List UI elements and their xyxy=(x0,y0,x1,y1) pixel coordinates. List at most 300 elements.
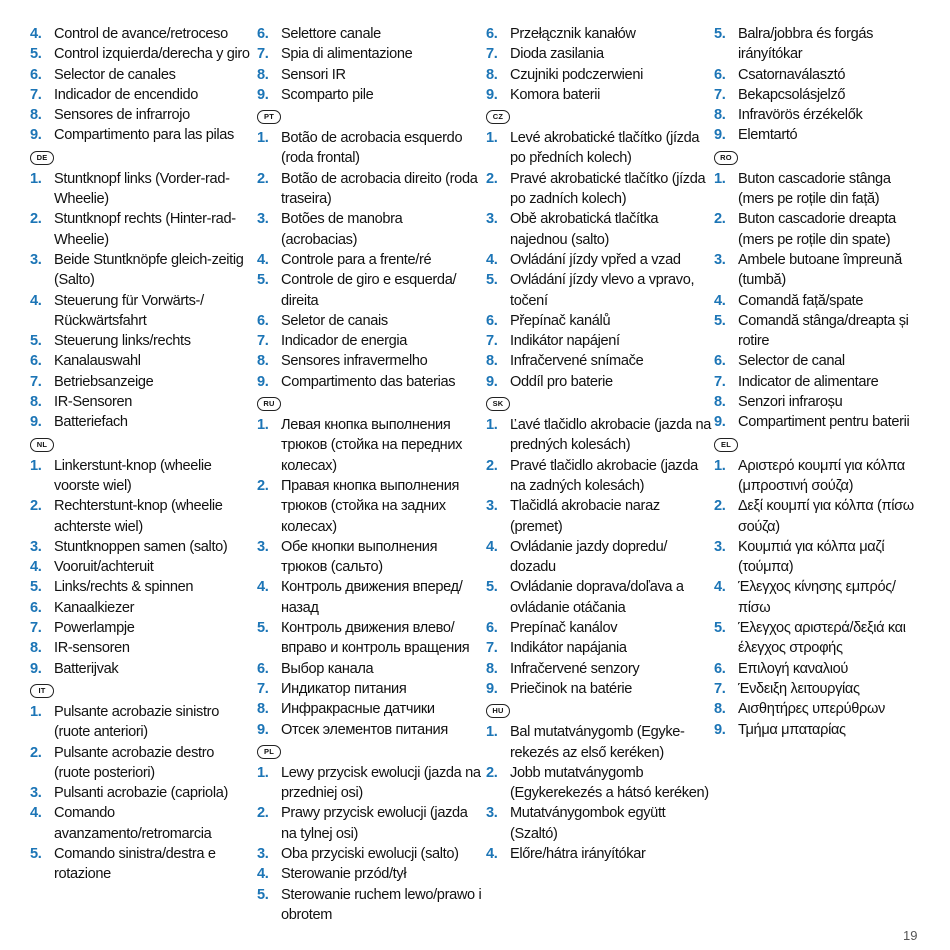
item-text: Stuntknopf links (Vorder-rad-Wheelie) xyxy=(54,170,230,208)
item-number: 4. xyxy=(714,292,726,309)
item-number: 4. xyxy=(30,292,42,309)
item-text: Инфракрасные датчики xyxy=(281,701,435,718)
item-number: 9. xyxy=(257,373,269,390)
item-number: 6. xyxy=(714,353,726,370)
item-text: Indicador de encendido xyxy=(54,86,199,103)
list-item xyxy=(486,537,711,578)
column-2 xyxy=(257,24,482,925)
list-item xyxy=(30,456,250,497)
item-text: Sterowanie przód/tył xyxy=(281,866,407,883)
list-item xyxy=(257,128,482,169)
item-number: 9. xyxy=(714,414,726,431)
list-item xyxy=(30,638,250,658)
item-number: 5. xyxy=(486,272,498,289)
item-number: 2. xyxy=(714,211,726,228)
item-number: 5. xyxy=(714,620,726,637)
list-item xyxy=(30,351,250,371)
list-item xyxy=(257,24,482,44)
item-text: Compartimento das baterias xyxy=(281,373,456,390)
list-item xyxy=(714,496,929,537)
item-number: 6. xyxy=(486,620,498,637)
item-number: 4. xyxy=(257,579,269,596)
list-item xyxy=(486,65,711,85)
item-text: Prepínač kanálov xyxy=(510,620,618,637)
item-text: Infračervené senzory xyxy=(510,660,640,677)
item-number: 6. xyxy=(30,353,42,370)
item-text: Индикатор питания xyxy=(281,680,407,697)
item-text: Scomparto pile xyxy=(281,86,374,103)
list-item xyxy=(486,24,711,44)
item-number: 1. xyxy=(30,170,42,187)
list-item xyxy=(714,125,929,145)
item-text: Oba przyciski ewolucji (salto) xyxy=(281,845,459,862)
item-number: 8. xyxy=(714,107,726,124)
item-text: Pravé tlačidlo akrobacie (jazda na zadných kolesách) xyxy=(510,457,698,494)
item-text: Bal mutatványgomb (Egyke-rekezés az első keréken) xyxy=(510,724,685,761)
item-text: Lewy przycisk ewolucji (jazda na przedniej osi) xyxy=(281,764,481,802)
item-text: Δεξί κουμπί για κόλπα (πίσω σούζα) xyxy=(738,498,914,535)
list-item xyxy=(30,496,250,537)
list-item xyxy=(714,250,929,291)
list-item xyxy=(714,577,929,618)
item-number: 4. xyxy=(486,845,498,862)
item-number: 6. xyxy=(714,66,726,83)
item-number: 8. xyxy=(257,66,269,83)
item-number: 3. xyxy=(714,251,726,268)
item-text: Sensores de infrarrojo xyxy=(54,107,190,124)
list-item xyxy=(714,351,929,371)
item-number: 3. xyxy=(257,538,269,555)
item-text: Indicador de energia xyxy=(281,333,408,350)
item-number: 5. xyxy=(257,620,269,637)
item-text: Botões de manobra (acrobacias) xyxy=(281,211,403,248)
item-number: 6. xyxy=(486,26,498,42)
de-list xyxy=(30,169,250,433)
list-item xyxy=(30,659,250,679)
cz-list xyxy=(486,128,711,392)
item-text: Přepínač kanálů xyxy=(510,312,611,329)
list-item xyxy=(257,618,482,659)
item-text: Batteriefach xyxy=(54,414,128,431)
hu-list-continued xyxy=(714,24,929,146)
item-text: Przełącznik kanałów xyxy=(510,26,636,42)
item-text: Control de avance/retroceso xyxy=(54,26,228,42)
list-item xyxy=(30,618,250,638)
item-number: 1. xyxy=(486,417,498,434)
item-number: 6. xyxy=(257,26,269,42)
item-text: Bekapcsolásjelző xyxy=(738,86,846,103)
item-number: 8. xyxy=(714,701,726,718)
item-number: 2. xyxy=(714,498,726,515)
list-item xyxy=(257,864,482,884)
list-item xyxy=(714,537,929,578)
item-text: Botão de acrobacia direito (roda traseira) xyxy=(281,170,478,208)
item-number: 7. xyxy=(486,333,498,350)
list-item xyxy=(257,679,482,699)
item-text: Indikátor napájení xyxy=(510,333,620,350)
item-number: 6. xyxy=(30,599,42,616)
list-item xyxy=(714,105,929,125)
list-item xyxy=(486,85,711,105)
page-number: 19 xyxy=(903,928,918,943)
list-item xyxy=(486,618,711,638)
lang-badge-cz: CZ xyxy=(486,110,510,124)
item-text: Steuerung für Vorwärts-/ Rückwärtsfahrt xyxy=(54,292,204,329)
item-number: 5. xyxy=(30,333,42,350)
lang-badge-hu: HU xyxy=(486,704,510,718)
item-number: 3. xyxy=(30,538,42,555)
item-number: 7. xyxy=(714,86,726,103)
item-number: 4. xyxy=(30,26,42,42)
list-item xyxy=(714,65,929,85)
item-text: Prawy przycisk ewolucji (jazda na tylnej osi) xyxy=(281,805,468,842)
item-text: Tlačidlá akrobacie naraz (premet) xyxy=(510,498,660,535)
item-number: 2. xyxy=(486,170,498,187)
item-number: 7. xyxy=(486,46,498,63)
item-number: 1. xyxy=(486,130,498,147)
item-number: 3. xyxy=(257,845,269,862)
list-item xyxy=(486,638,711,658)
item-text: Левая кнопка выполнения трюков (стойка на передних колесах) xyxy=(281,417,463,474)
item-text: Compartiment pentru baterii xyxy=(738,414,910,431)
list-item xyxy=(30,577,250,597)
item-text: Kanalauswahl xyxy=(54,353,141,370)
item-number: 8. xyxy=(257,353,269,370)
list-item xyxy=(30,65,250,85)
list-item xyxy=(30,743,250,784)
item-text: Komora baterii xyxy=(510,86,601,103)
list-item xyxy=(30,392,250,412)
item-number: 2. xyxy=(30,744,42,761)
list-item xyxy=(714,412,929,432)
list-item xyxy=(486,250,711,270)
item-number: 2. xyxy=(257,170,269,187)
item-text: Buton cascadorie dreapta (mers pe roțile din spate) xyxy=(738,211,896,248)
item-number: 6. xyxy=(714,660,726,677)
item-number: 2. xyxy=(257,805,269,822)
item-number: 8. xyxy=(257,701,269,718)
item-text: Spia di alimentazione xyxy=(281,46,413,63)
list-item xyxy=(714,169,929,210)
list-item xyxy=(486,270,711,311)
item-text: Ovládanie doprava/doľava a ovládanie otáčania xyxy=(510,579,684,616)
list-item xyxy=(486,415,711,456)
list-item xyxy=(257,250,482,270)
item-text: Ľavé tlačidlo akrobacie (jazda na predných kolesách) xyxy=(510,417,712,454)
list-item xyxy=(257,763,482,804)
item-text: Senzori infraroșu xyxy=(738,394,843,411)
item-text: Compartimento para las pilas xyxy=(54,127,235,144)
item-number: 7. xyxy=(257,333,269,350)
lang-badge-it: IT xyxy=(30,684,54,698)
item-text: Dioda zasilania xyxy=(510,46,604,63)
item-number: 2. xyxy=(486,457,498,474)
list-item xyxy=(257,720,482,740)
item-text: Controle para a frente/ré xyxy=(281,251,432,268)
item-number: 4. xyxy=(30,559,42,576)
item-number: 6. xyxy=(30,66,42,83)
item-text: Stuntknoppen samen (salto) xyxy=(54,538,228,555)
list-item xyxy=(486,763,711,804)
item-text: Ovládání jízdy vpřed a vzad xyxy=(510,251,681,268)
it-list-continued xyxy=(257,24,482,105)
column-4 xyxy=(714,24,929,740)
item-text: Selector de canal xyxy=(738,353,845,370)
item-text: Sterowanie ruchem lewo/prawo i obrotem xyxy=(281,886,482,923)
list-item xyxy=(30,557,250,577)
item-number: 1. xyxy=(257,764,269,781)
list-item xyxy=(486,803,711,844)
item-number: 9. xyxy=(486,680,498,697)
list-item xyxy=(257,44,482,64)
item-number: 4. xyxy=(486,251,498,268)
list-item xyxy=(714,85,929,105)
item-number: 5. xyxy=(30,579,42,596)
ru-list xyxy=(257,415,482,740)
item-text: Selettore canale xyxy=(281,26,381,42)
item-text: Priečinok na batérie xyxy=(510,680,632,697)
list-item xyxy=(30,702,250,743)
list-item xyxy=(714,24,929,65)
item-number: 7. xyxy=(486,640,498,657)
list-item xyxy=(486,44,711,64)
list-item xyxy=(257,844,482,864)
item-text: Infračervené snímače xyxy=(510,353,644,370)
item-text: Controle de giro e esquerda/ direita xyxy=(281,272,457,309)
item-number: 9. xyxy=(30,127,42,144)
item-text: Előre/hátra irányítókar xyxy=(510,845,646,862)
item-number: 3. xyxy=(30,785,42,802)
item-text: Obě akrobatická tlačítka najednou (salto) xyxy=(510,211,659,248)
list-item xyxy=(257,372,482,392)
item-number: 9. xyxy=(486,86,498,103)
list-item xyxy=(257,476,482,537)
item-number: 2. xyxy=(257,477,269,494)
item-number: 8. xyxy=(30,107,42,124)
item-text: Ovládanie jazdy dopredu/ dozadu xyxy=(510,538,668,576)
lang-badge-ru: RU xyxy=(257,397,281,411)
list-item xyxy=(486,372,711,392)
item-number: 6. xyxy=(257,312,269,329)
item-number: 3. xyxy=(486,805,498,822)
item-number: 1. xyxy=(714,170,726,187)
item-number: 4. xyxy=(257,251,269,268)
item-number: 1. xyxy=(714,457,726,474)
list-item xyxy=(714,659,929,679)
nl-list xyxy=(30,456,250,679)
item-number: 5. xyxy=(257,272,269,289)
item-text: Comandă stânga/dreapta și rotire xyxy=(738,312,909,350)
list-item xyxy=(257,169,482,210)
item-number: 9. xyxy=(30,660,42,677)
list-item xyxy=(257,331,482,351)
item-text: Infravörös érzékelők xyxy=(738,107,863,124)
item-text: Pulsanti acrobazie (capriola) xyxy=(54,785,228,802)
item-text: Oddíl pro baterie xyxy=(510,373,613,390)
item-text: Ovládání jízdy vlevo a vpravo, točení xyxy=(510,272,695,309)
list-item xyxy=(257,577,482,618)
item-number: 7. xyxy=(714,680,726,697)
item-text: Sensores infravermelho xyxy=(281,353,428,370)
item-text: IR-Sensoren xyxy=(54,394,133,411)
list-item xyxy=(30,598,250,618)
item-text: Indikátor napájania xyxy=(510,640,627,657)
item-text: Ambele butoane împreună (tumbă) xyxy=(738,251,902,289)
list-item xyxy=(30,85,250,105)
item-number: 7. xyxy=(30,620,42,637)
pl-list xyxy=(257,763,482,925)
item-text: Pulsante acrobazie destro (ruote posteriori) xyxy=(54,744,214,781)
item-text: Jobb mutatványgomb (Egykerekezés a hátsó keréken) xyxy=(510,764,709,802)
item-text: Sensori IR xyxy=(281,66,346,83)
list-item xyxy=(257,659,482,679)
item-text: Έλεγχος αριστερά/δεξιά και έλεγχος στροφής xyxy=(738,620,906,657)
list-item xyxy=(257,351,482,371)
es-list xyxy=(30,24,250,146)
item-text: Botão de acrobacia esquerdo (roda frontal) xyxy=(281,130,463,167)
item-text: Αισθητήρες υπερύθρων xyxy=(738,701,885,718)
item-text: Отсек элементов питания xyxy=(281,721,448,738)
item-number: 4. xyxy=(486,538,498,555)
item-text: Αριστερό κουμπί για κόλπα (μπροστινή σούζα) xyxy=(738,457,905,494)
item-number: 7. xyxy=(257,46,269,63)
list-item xyxy=(30,24,250,44)
item-number: 1. xyxy=(257,130,269,147)
list-item xyxy=(486,659,711,679)
item-text: Csatornaválasztó xyxy=(738,66,846,83)
item-text: Stuntknopf rechts (Hinter-rad-Wheelie) xyxy=(54,211,236,248)
lang-badge-sk: SK xyxy=(486,397,510,411)
item-number: 6. xyxy=(257,660,269,677)
list-item xyxy=(30,783,250,803)
list-item xyxy=(486,331,711,351)
list-item xyxy=(30,291,250,332)
item-number: 8. xyxy=(714,394,726,411)
item-number: 1. xyxy=(30,457,42,474)
el-list xyxy=(714,456,929,740)
list-item xyxy=(30,105,250,125)
item-number: 9. xyxy=(486,373,498,390)
item-number: 1. xyxy=(30,703,42,720)
pt-list xyxy=(257,128,482,392)
item-text: Έλεγχος κίνησης εμπρός/ πίσω xyxy=(738,579,896,616)
list-item xyxy=(30,844,250,885)
list-item xyxy=(714,209,929,250)
lang-badge-de: DE xyxy=(30,151,54,165)
item-text: Control izquierda/derecha y giro xyxy=(54,46,250,63)
item-number: 9. xyxy=(257,721,269,738)
list-item xyxy=(486,128,711,169)
item-text: Batterijvak xyxy=(54,660,119,677)
list-item xyxy=(257,415,482,476)
item-text: Τμήμα μπαταρίας xyxy=(738,721,846,738)
item-number: 6. xyxy=(486,312,498,329)
lang-badge-nl: NL xyxy=(30,438,54,452)
lang-badge-el: EL xyxy=(714,438,738,452)
item-number: 8. xyxy=(30,394,42,411)
item-text: Comando sinistra/destra e rotazione xyxy=(54,845,216,883)
item-number: 5. xyxy=(714,312,726,329)
item-text: Comandă față/spate xyxy=(738,292,864,309)
list-item xyxy=(30,125,250,145)
list-item xyxy=(486,311,711,331)
list-item xyxy=(30,803,250,844)
list-item xyxy=(486,679,711,699)
item-number: 8. xyxy=(486,353,498,370)
item-text: Balra/jobbra és forgás irányítókar xyxy=(738,26,874,63)
list-item xyxy=(30,331,250,351)
item-number: 5. xyxy=(714,26,726,42)
list-item xyxy=(30,209,250,250)
item-number: 7. xyxy=(257,680,269,697)
list-item xyxy=(257,885,482,926)
list-item xyxy=(714,372,929,392)
item-number: 7. xyxy=(714,373,726,390)
list-item xyxy=(714,456,929,497)
item-number: 5. xyxy=(30,845,42,862)
lang-badge-pl: PL xyxy=(257,745,281,759)
list-item xyxy=(257,85,482,105)
item-text: Links/rechts & spinnen xyxy=(54,579,194,596)
list-item xyxy=(257,65,482,85)
list-item xyxy=(257,270,482,311)
item-text: IR-sensoren xyxy=(54,640,130,657)
ro-list xyxy=(714,169,929,433)
list-item xyxy=(714,291,929,311)
item-number: 2. xyxy=(30,498,42,515)
item-text: Elemtartó xyxy=(738,127,798,144)
pl-list-continued xyxy=(486,24,711,105)
item-text: Selector de canales xyxy=(54,66,176,83)
item-number: 8. xyxy=(486,660,498,677)
item-text: Mutatványgombok együtt (Szaltó) xyxy=(510,805,666,842)
item-text: Kanaalkiezer xyxy=(54,599,135,616)
item-number: 7. xyxy=(30,86,42,103)
list-item xyxy=(714,699,929,719)
item-text: Seletor de canais xyxy=(281,312,388,329)
item-text: Rechterstunt-knop (wheelie achterste wiel) xyxy=(54,498,223,535)
item-text: Buton cascadorie stânga (mers pe roțile din față) xyxy=(738,170,891,208)
item-text: Pravé akrobatické tlačítko (jízda po zadních kolech) xyxy=(510,170,706,208)
list-item xyxy=(30,44,250,64)
item-text: Comando avanzamento/retromarcia xyxy=(54,805,212,842)
item-number: 4. xyxy=(257,866,269,883)
column-1 xyxy=(30,24,250,885)
item-text: Επιλογή καναλιού xyxy=(738,660,849,677)
list-item xyxy=(30,537,250,557)
item-number: 5. xyxy=(486,579,498,596)
lang-badge-ro: RO xyxy=(714,151,738,165)
item-text: Κουμπιά για κόλπα μαζί (τούμπα) xyxy=(738,538,885,576)
item-text: Indicator de alimentare xyxy=(738,373,879,390)
list-item xyxy=(30,250,250,291)
item-number: 4. xyxy=(714,579,726,596)
item-text: Steuerung links/rechts xyxy=(54,333,191,350)
item-number: 5. xyxy=(257,886,269,903)
item-number: 4. xyxy=(30,805,42,822)
item-number: 1. xyxy=(486,724,498,741)
list-item xyxy=(486,844,711,864)
column-3 xyxy=(486,24,711,864)
item-number: 5. xyxy=(30,46,42,63)
item-number: 3. xyxy=(714,538,726,555)
item-text: Levé akrobatické tlačítko (jízda po předních kolech) xyxy=(510,130,700,167)
list-item xyxy=(30,372,250,392)
item-number: 3. xyxy=(257,211,269,228)
list-item xyxy=(714,311,929,352)
list-item xyxy=(486,456,711,497)
list-item xyxy=(486,351,711,371)
